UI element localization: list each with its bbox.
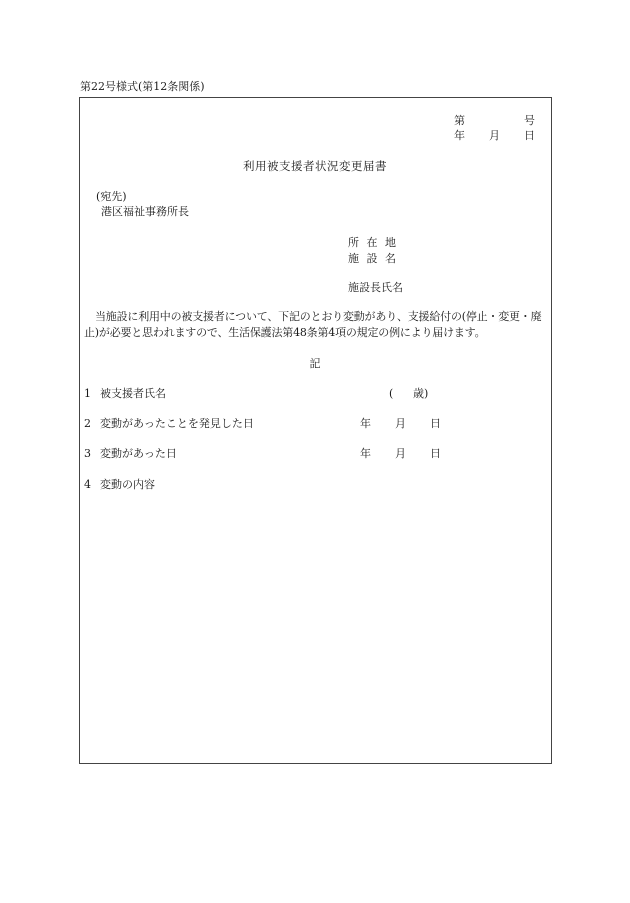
addressee-label: (宛先) — [96, 190, 127, 203]
number-prefix: 第 — [454, 114, 465, 127]
ki-heading: 記 — [309, 357, 321, 370]
item-3-number: 3 — [84, 447, 91, 460]
facility-address-label: 所 在 地 — [348, 236, 398, 249]
item-1-age-unit: 歳) — [413, 387, 429, 400]
item-3-day: 日 — [430, 447, 441, 460]
item-3-year: 年 — [360, 447, 371, 460]
number-suffix: 号 — [524, 114, 535, 127]
item-2-day: 日 — [430, 417, 441, 430]
item-1-age-open: ( — [389, 387, 394, 400]
item-3-label: 変動があった日 — [100, 447, 177, 460]
date-year: 年 — [454, 129, 465, 142]
item-1-label: 被支援者氏名 — [100, 387, 166, 400]
item-4-label: 変動の内容 — [100, 478, 155, 491]
item-4-number: 4 — [84, 478, 91, 491]
facility-director-label: 施設長氏名 — [348, 281, 403, 294]
body-text: 当施設に利用中の被支援者について、下記のとおり変動があり、支援給付の(停止・変更・廃止)が必要と思われますので、生活保護法第48条第4項の規定の例により届けます。 — [84, 310, 542, 339]
item-2-label: 変動があったことを発見した日 — [100, 417, 254, 430]
facility-name-label: 施 設 名 — [348, 252, 398, 265]
item-2-number: 2 — [84, 417, 91, 430]
form-number: 第22号様式(第12条関係) — [80, 80, 205, 93]
item-3-month: 月 — [395, 447, 406, 460]
item-1-number: 1 — [84, 387, 91, 400]
date-month: 月 — [489, 129, 500, 142]
item-2-month: 月 — [395, 417, 406, 430]
document-title: 利用被支援者状況変更届書 — [243, 159, 387, 173]
addressee-name: 港区福祉事務所長 — [101, 205, 189, 218]
item-2-year: 年 — [360, 417, 371, 430]
date-day: 日 — [524, 129, 535, 142]
